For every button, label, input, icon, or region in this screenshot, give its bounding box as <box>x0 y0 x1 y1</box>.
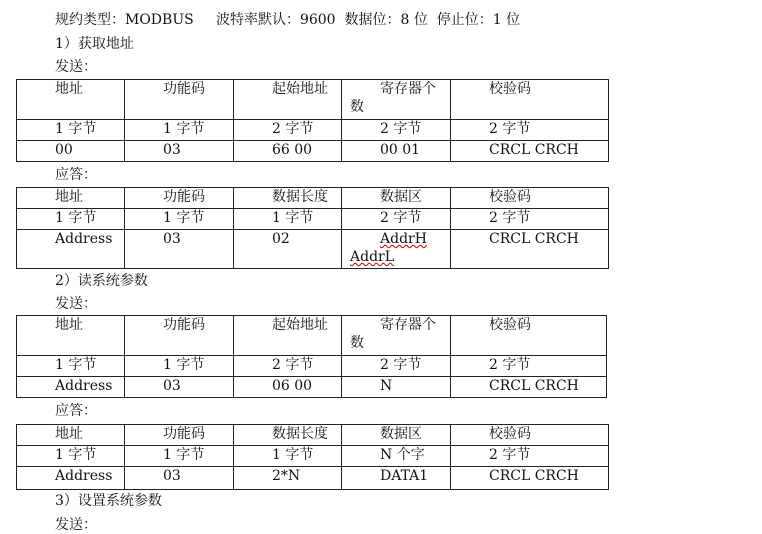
table-cell: 2 字节 <box>234 120 342 141</box>
table-row <box>17 141 609 162</box>
table-row <box>17 377 607 398</box>
header-cell: 数据区 <box>342 188 451 209</box>
header-cell: 校验码 <box>451 316 607 356</box>
table-cell: 2 字节 <box>451 446 609 467</box>
table-cell: N <box>342 377 451 398</box>
header-cell: 地址 <box>17 425 125 446</box>
table-header-row <box>17 80 609 120</box>
table-cell: 2 字节 <box>342 356 451 377</box>
table-cell: 1 字节 <box>125 120 234 141</box>
table-get-address-send <box>16 79 609 162</box>
table-row <box>17 230 609 269</box>
header-cell: 功能码 <box>125 188 234 209</box>
table-header-row <box>17 316 607 356</box>
header-cell: 寄存器个 数 <box>342 80 451 120</box>
header-cell: 地址 <box>17 188 125 209</box>
header-cell: 校验码 <box>451 80 609 120</box>
reply-label: 应答： <box>55 167 97 183</box>
table-get-address-reply <box>16 187 609 269</box>
table-cell: 03 <box>125 141 234 162</box>
header-cell: 校验码 <box>451 425 609 446</box>
table-read-params-reply <box>16 424 609 490</box>
table-cell: 1 字节 <box>125 446 234 467</box>
table-cell: 06 00 <box>234 377 342 398</box>
table-cell: Address <box>17 377 125 398</box>
section-title-get-address: 1）获取地址 <box>55 36 134 52</box>
send-label: 发送： <box>55 59 97 75</box>
table-header-row <box>17 425 609 446</box>
header-cell: 数据区 <box>342 425 451 446</box>
table-cell: 66 00 <box>234 141 342 162</box>
table-cell: 1 字节 <box>17 446 125 467</box>
header-cell: 数据长度 <box>234 188 342 209</box>
table-cell: DATA1 <box>342 467 451 490</box>
table-cell: CRCL CRCH <box>451 141 609 162</box>
header-cell: 功能码 <box>125 316 234 356</box>
table-cell: 1 字节 <box>17 120 125 141</box>
table-cell: 1 字节 <box>234 446 342 467</box>
header-cell: 数据长度 <box>234 425 342 446</box>
table-cell: 2 字节 <box>451 209 609 230</box>
table-cell: 2 字节 <box>342 209 451 230</box>
header-cell: 起始地址 <box>234 316 342 356</box>
send-label: 发送： <box>55 296 97 312</box>
header-cell: 校验码 <box>451 188 609 209</box>
table-cell: Address <box>17 230 125 269</box>
table-cell: AddrH AddrL <box>342 230 451 269</box>
section-title-read-params: 2）读系统参数 <box>55 273 148 289</box>
table-row <box>17 356 607 377</box>
table-cell: CRCL CRCH <box>451 377 607 398</box>
table-cell: 2 字节 <box>342 120 451 141</box>
table-cell: 2*N <box>234 467 342 490</box>
table-cell: 1 字节 <box>17 356 125 377</box>
table-cell: 03 <box>125 467 234 490</box>
table-row <box>17 467 609 490</box>
table-row <box>17 209 609 230</box>
table-cell: 1 字节 <box>125 356 234 377</box>
table-cell: CRCL CRCH <box>451 230 609 269</box>
table-cell: 03 <box>125 230 234 269</box>
header-cell: 地址 <box>17 316 125 356</box>
table-cell: 2 字节 <box>234 356 342 377</box>
table-cell: 00 <box>17 141 125 162</box>
table-cell: 1 字节 <box>125 209 234 230</box>
header-cell: 功能码 <box>125 425 234 446</box>
table-cell: 2 字节 <box>451 120 609 141</box>
table-cell: N 个字 <box>342 446 451 467</box>
reply-label: 应答： <box>55 403 97 419</box>
protocol-info-line: 规约类型：MODBUS 波特率默认：9600 数据位：8 位 停止位：1 位 <box>55 12 521 28</box>
header-cell: 起始地址 <box>234 80 342 120</box>
table-read-params-send <box>16 315 607 398</box>
table-row <box>17 446 609 467</box>
table-cell: 02 <box>234 230 342 269</box>
send-label: 发送： <box>55 517 97 533</box>
table-cell: CRCL CRCH <box>451 467 609 490</box>
table-cell: 03 <box>125 377 234 398</box>
header-cell: 地址 <box>17 80 125 120</box>
table-cell: Address <box>17 467 125 490</box>
table-cell: 2 字节 <box>451 356 607 377</box>
table-cell: 1 字节 <box>17 209 125 230</box>
table-cell: 1 字节 <box>234 209 342 230</box>
table-cell: 00 01 <box>342 141 451 162</box>
table-row <box>17 120 609 141</box>
table-header-row <box>17 188 609 209</box>
header-cell: 寄存器个 数 <box>342 316 451 356</box>
section-title-set-params: 3）设置系统参数 <box>55 493 162 509</box>
header-cell: 功能码 <box>125 80 234 120</box>
